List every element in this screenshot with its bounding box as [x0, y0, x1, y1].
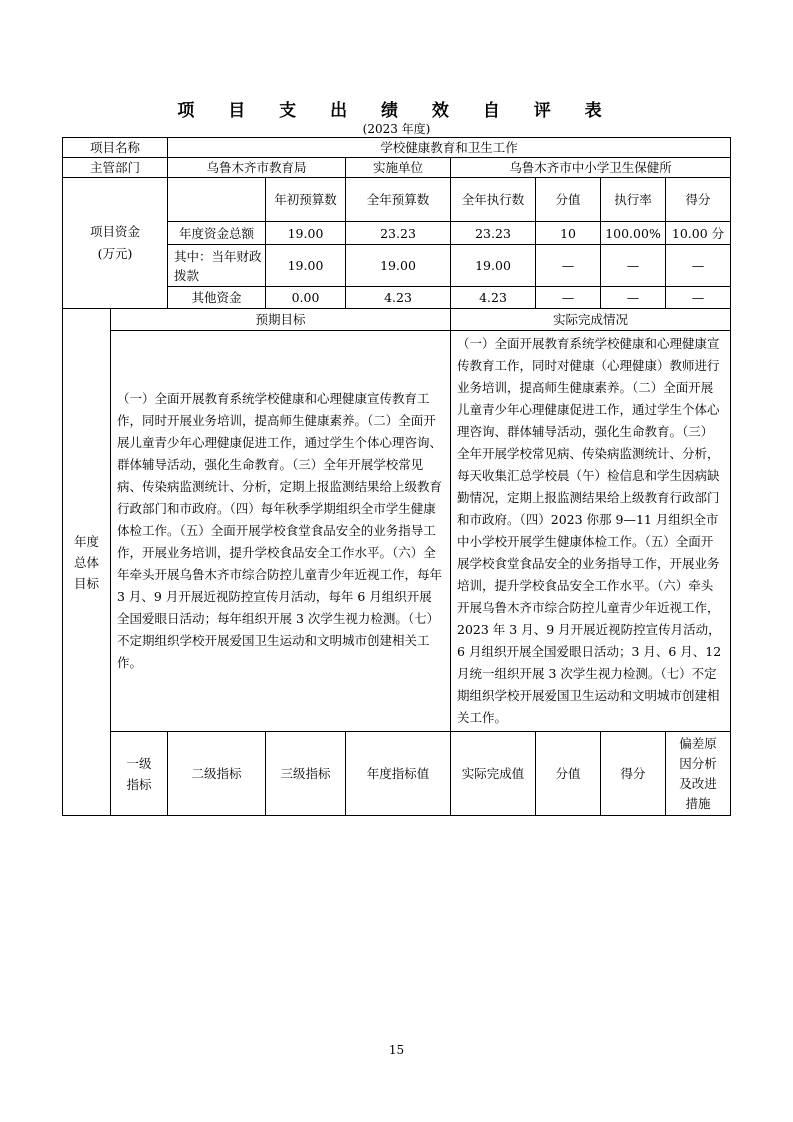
goals-content-row	[63, 331, 731, 732]
funds-cell: 4.23	[451, 287, 536, 309]
funds-cell: —	[666, 245, 731, 287]
implementing-unit-label: 实施单位	[346, 158, 451, 178]
indicator-header-level1	[111, 732, 168, 816]
expected-goals-header: 预期目标	[111, 309, 451, 331]
funds-cell: —	[536, 245, 601, 287]
funds-header-score-value: 分值	[536, 178, 601, 222]
funds-header-initial-budget: 年初预算数	[266, 178, 346, 222]
funds-cell: 19.00	[346, 245, 451, 287]
funds-label	[63, 178, 168, 309]
goals-header-row	[63, 309, 731, 331]
funds-header-execution-rate: 执行率	[601, 178, 666, 222]
project-name-label: 项目名称	[63, 138, 168, 158]
annual-goals-label-text: 年度总体目标	[73, 533, 99, 591]
indicator-header-actual-value: 实际完成值	[451, 732, 536, 816]
actual-completion-text: （一）全面开展教育系统学校健康和心理健康宣传教育工作，同时对健康（心理健康）教师进行业务培训，提高师生健康素养。（二）全面开展儿童青少年心理健康促进工作，通过学生个体心理咨询、群体辅导活动，强化生命教育。（三）全年开展学校常见病、传染病监测统计、分析，每天收集汇总学校晨（午）检信息和学生因病缺勤情况，定期上报监测结果给上级教育行政部门和市政府。（四）2023 你那 9—11 月组织全市中小学校开展学生健康体检工作。（五）全面开展学校食堂食品安全的业务指导工作，开展业务培训，提升学校食品安全工作水平。（六）牵头开展乌鲁木齐市综合防控儿童青少年近视工作，2023 年 3 月、9 月开展近视防控宣传月活动，6 月组织开展全国爱眼日活动；3 月、6 月、12 月统一组织开展 3 次学生视力检测。（七）不定期组织学校开展爱国卫生运动和文明城市创建相关工作。	[451, 331, 731, 732]
funds-cell: 0.00	[266, 287, 346, 309]
annual-goals-label	[63, 309, 111, 816]
performance-table	[62, 137, 731, 816]
department-value: 乌鲁木齐市教育局	[168, 158, 346, 178]
indicator-header-level3: 三级指标	[266, 732, 346, 816]
funds-header-blank	[168, 178, 266, 222]
funds-header-annual-budget: 全年预算数	[346, 178, 451, 222]
indicator-header-annual-target: 年度指标值	[346, 732, 451, 816]
funds-cell: —	[601, 245, 666, 287]
funds-cell: —	[666, 287, 731, 309]
funds-header-annual-execution: 全年执行数	[451, 178, 536, 222]
funds-row-label: 其中：当年财政拨款	[168, 245, 266, 287]
page-number: 15	[388, 1043, 405, 1057]
funds-cell: 100.00%	[601, 222, 666, 245]
indicator-header-deviation	[666, 732, 731, 816]
funds-cell: 23.23	[346, 222, 451, 245]
project-name-value: 学校健康教育和卫生工作	[168, 138, 731, 158]
funds-row-label: 其他资金	[168, 287, 266, 309]
funds-cell: 19.00	[266, 222, 346, 245]
indicator-header-deviation-text: 偏差原因分析及改进措施	[679, 735, 717, 811]
funds-cell: 10	[536, 222, 601, 245]
project-name-row	[63, 138, 731, 158]
expected-goals-text: （一）全面开展教育系统学校健康和心理健康宣传教育工作，同时开展业务培训，提高师生健康素养。（二）全面开展儿童青少年心理健康促进工作，通过学生个体心理咨询、群体辅导活动，强化生命教育。（三）全年开展学校常见病、传染病监测统计、分析，定期上报监测结果给上级教育行政部门和市政府。（四）每年秋季学期组织全市学生健康体检工作。（五）全面开展学校食堂食品安全的业务指导工作，开展业务培训，提升学校食品安全工作水平。（六）全年牵头开展乌鲁木齐市综合防控儿童青少年近视工作，每年 3 月、9 月开展近视防控宣传月活动，每年 6 月组织开展全国爱眼日活动；每年组织开展 3 次学生视力检测。（七）不定期组织学校开展爱国卫生运动和文明城市创建相关工作。	[111, 331, 451, 732]
document-title: 项 目 支 出 绩 效 自 评 表	[177, 101, 616, 121]
funds-header-score: 得分	[666, 178, 731, 222]
funds-label-text: 项目资金 (万元)	[90, 224, 141, 261]
implementing-unit-value: 乌鲁木齐市中小学卫生保健所	[451, 158, 731, 178]
funds-cell: 10.00 分	[666, 222, 731, 245]
funds-row-label: 年度资金总额	[168, 222, 266, 245]
department-label: 主管部门	[63, 158, 168, 178]
indicator-header-score: 得分	[601, 732, 666, 816]
funds-cell: 19.00	[451, 245, 536, 287]
department-row	[63, 158, 731, 178]
funds-cell: 4.23	[346, 287, 451, 309]
indicator-header-level1-text: 一级指标	[126, 755, 152, 792]
funds-cell: 19.00	[266, 245, 346, 287]
indicator-header-level2: 二级指标	[168, 732, 266, 816]
document-subtitle: (2023 年度)	[362, 122, 431, 136]
funds-header-row	[63, 178, 731, 222]
actual-completion-header: 实际完成情况	[451, 309, 731, 331]
funds-cell: —	[601, 287, 666, 309]
funds-cell: 23.23	[451, 222, 536, 245]
indicator-header-row	[63, 732, 731, 816]
indicator-header-score-value: 分值	[536, 732, 601, 816]
funds-cell: —	[536, 287, 601, 309]
